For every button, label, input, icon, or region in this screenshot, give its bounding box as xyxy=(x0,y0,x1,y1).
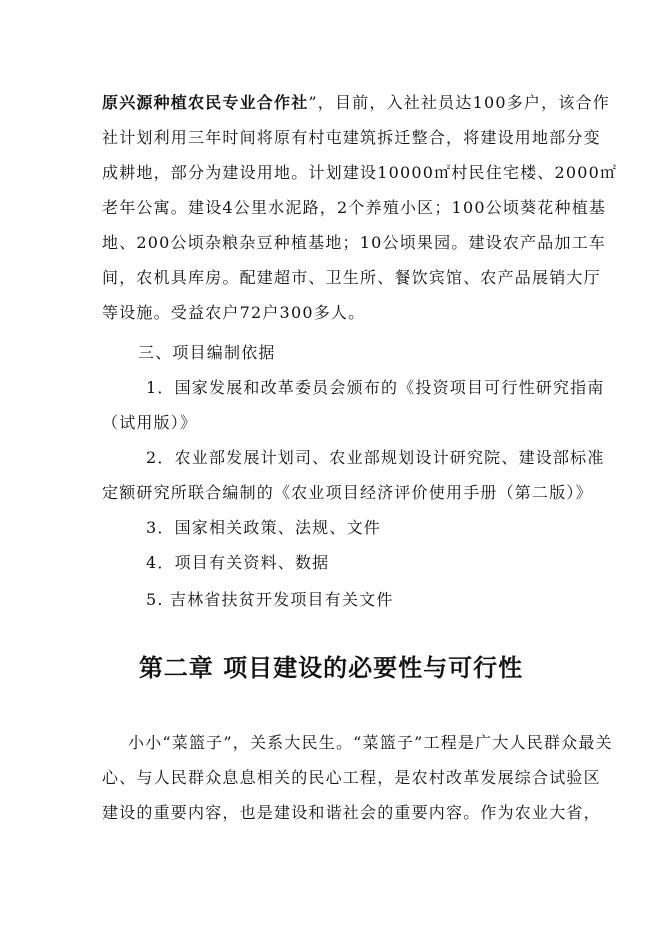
paragraph-line: 心、与人民群众息息相关的民心工程，是农村改革发展综合试验区 xyxy=(102,768,601,787)
paragraph-line: 等设施。受益农户72户300多人。 xyxy=(102,303,366,322)
list-item-continuation: 定额研究所联合编制的《农业项目经济评价使用手册（第二版）》 xyxy=(102,483,593,502)
paragraph-line: 成耕地，部分为建设用地。计划建设10000㎡村民住宅楼、2000㎡ xyxy=(102,163,618,182)
list-item: 3．国家相关政策、法规、文件 xyxy=(146,518,381,537)
chapter-title: 第二章 项目建设的必要性与可行性 xyxy=(138,653,524,682)
paragraph-line: 老年公寓。建设4公里水泥路，2个养殖小区；100公顷葵花种植基 xyxy=(102,198,607,217)
paragraph-line: 小小“菜篮子”，关系大民生。“菜篮子”工程是广大人民群众最关 xyxy=(128,733,613,752)
paragraph-line: 建设的重要内容，也是建设和谐社会的重要内容。作为农业大省， xyxy=(102,803,601,822)
list-item: 4．项目有关资料、数据 xyxy=(146,553,330,572)
list-item-continuation: （试用版）》 xyxy=(102,413,198,432)
list-item: 2．农业部发展计划司、农业部规划设计研究院、建设部标准 xyxy=(146,448,605,467)
list-item: 1．国家发展和改革委员会颁布的《投资项目可行性研究指南 xyxy=(146,378,605,397)
paragraph-line: 地、200公顷杂粮杂豆种植基地；10公顷果园。建设农产品加工车 xyxy=(102,233,607,252)
paragraph-line xyxy=(102,93,610,113)
list-item: 5. 吉林省扶贫开发项目有关文件 xyxy=(146,590,394,609)
cooperative-name: 原兴源种植农民专业合作社 xyxy=(102,93,309,112)
paragraph-text: ”，目前，入社社员达100多户，该合作 xyxy=(308,93,610,112)
paragraph-line: 社计划利用三年时间将原有村屯建筑拆迁整合，将建设用地部分变 xyxy=(102,128,601,147)
section-heading: 三、项目编制依据 xyxy=(138,343,276,362)
paragraph-line: 间，农机具库房。配建超市、卫生所、餐饮宾馆、农产品展销大厅 xyxy=(102,268,601,287)
